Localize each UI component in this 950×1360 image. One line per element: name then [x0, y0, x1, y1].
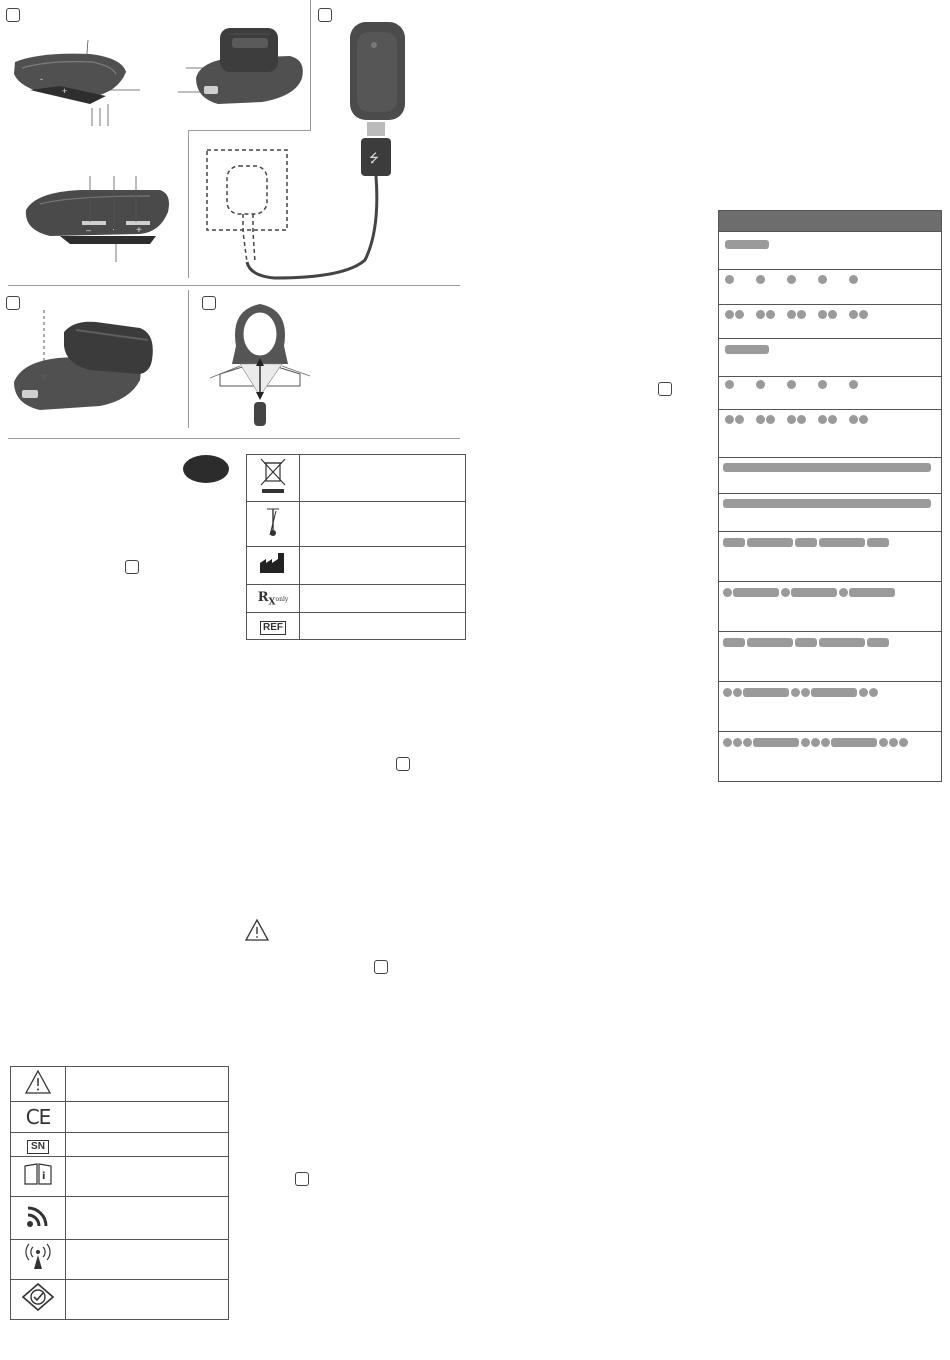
symbol-row — [247, 455, 466, 502]
symbol-row — [247, 613, 466, 640]
led-row — [719, 731, 941, 783]
divider-vertical-b — [188, 130, 189, 278]
svg-text:i: i — [42, 1171, 46, 1182]
non-ionizing-radiation-icon — [21, 1243, 55, 1271]
symbol-table-top — [246, 454, 466, 640]
crossed-out-bin-icon — [258, 457, 288, 495]
device-side-view — [26, 190, 169, 244]
svg-text:–: – — [86, 225, 92, 235]
ref-marker-2 — [396, 757, 410, 771]
divider-horizontal-mid — [8, 438, 460, 439]
rx-only-icon: $R_Xonly$ — [257, 589, 289, 608]
charging-illustration — [195, 0, 425, 285]
serial-number-icon: SN — [27, 1140, 49, 1154]
manufacturer-factory-icon — [258, 551, 288, 575]
symbol-row — [11, 1280, 229, 1320]
symbol-row — [11, 1102, 229, 1133]
led-indicator-table — [718, 210, 942, 782]
ref-marker-1 — [125, 560, 139, 574]
led-row — [719, 304, 941, 338]
clip-illustration — [0, 290, 185, 425]
led-row — [719, 457, 941, 493]
led-row — [719, 681, 941, 733]
svg-text:+: + — [136, 225, 142, 236]
led-row — [719, 338, 941, 376]
wireless-icon — [25, 1203, 51, 1229]
temperature-limit-icon — [263, 505, 283, 539]
language-badge — [183, 455, 229, 483]
led-row — [719, 376, 941, 410]
symbol-row — [247, 585, 466, 613]
symbol-row — [11, 1157, 229, 1197]
svg-text:-: - — [40, 74, 43, 84]
led-row — [719, 409, 941, 457]
symbol-row — [11, 1067, 229, 1102]
svg-text:·: · — [112, 224, 115, 234]
ref-marker-4 — [295, 1172, 309, 1186]
symbol-row — [11, 1197, 229, 1240]
consult-instructions-icon — [23, 1162, 53, 1186]
led-row — [719, 631, 941, 681]
svg-text:⭍: ⭍ — [369, 151, 379, 165]
ref-marker-5 — [658, 382, 672, 396]
led-row — [719, 581, 941, 631]
warning-triangle-icon — [244, 918, 270, 942]
wearing-illustration — [200, 290, 320, 430]
ref-marker-3 — [374, 960, 388, 974]
warning-triangle-icon — [24, 1069, 52, 1095]
symbol-row — [11, 1240, 229, 1280]
divider-horizontal-top — [8, 285, 460, 286]
led-row — [719, 493, 941, 531]
symbol-row — [247, 547, 466, 585]
led-row — [719, 269, 941, 305]
svg-text:+: + — [62, 86, 68, 96]
led-row — [719, 531, 941, 581]
divider-vertical-c — [188, 290, 189, 428]
symbol-table-bottom — [10, 1066, 229, 1320]
symbol-row — [247, 502, 466, 547]
rcm-mark-icon — [22, 1283, 54, 1311]
led-table-header — [719, 211, 941, 231]
ref-icon: REF — [260, 621, 286, 635]
symbol-row — [11, 1133, 229, 1157]
device-top-view — [14, 54, 126, 104]
ce-mark-icon: CE — [25, 1105, 51, 1129]
